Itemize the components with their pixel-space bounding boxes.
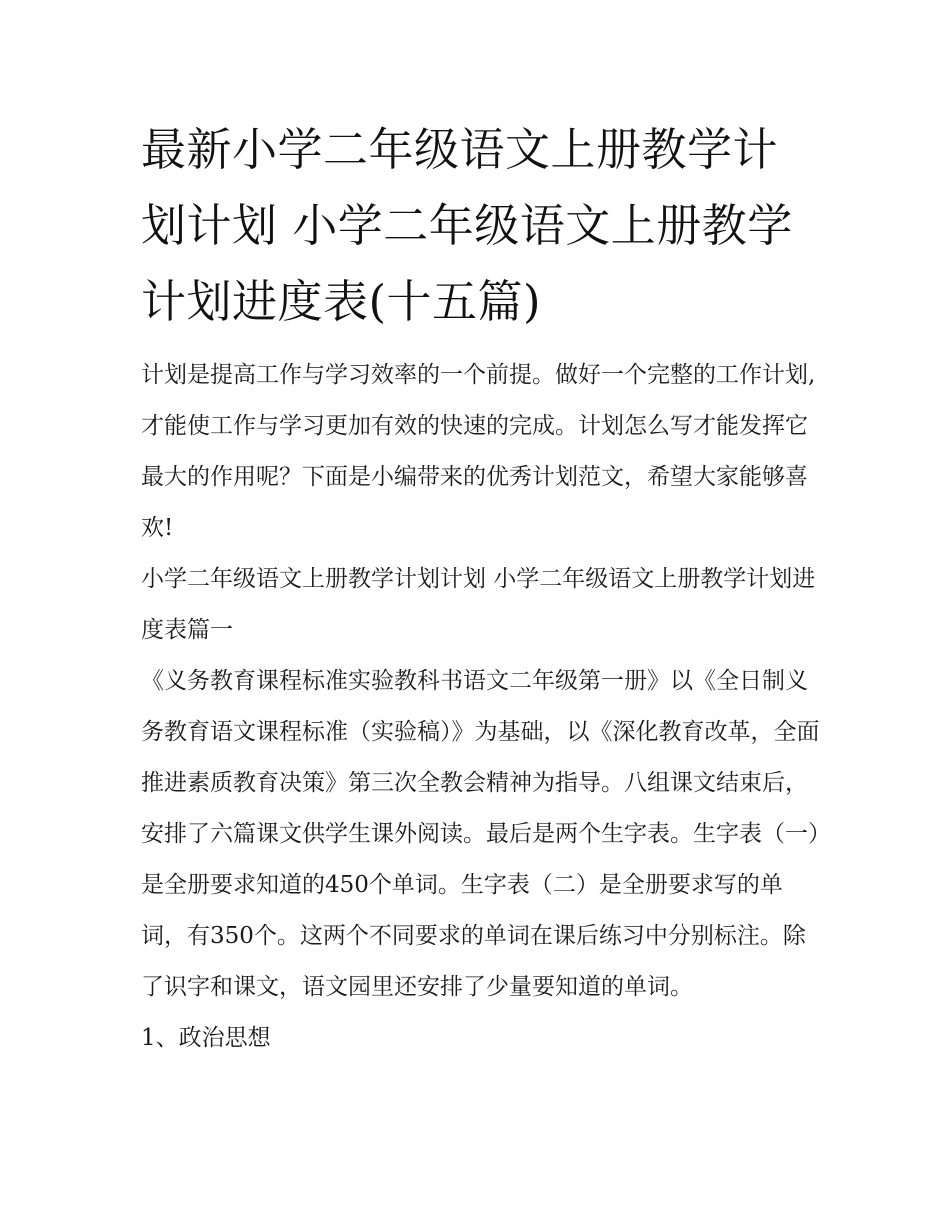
intro-paragraph: 计划是提高工作与学习效率的一个前提。做好一个完整的工作计划,才能使工作与学习更加有效的快速的完成。计划怎么写才能发挥它最大的作用呢？下面是小编带来的优秀计划范文，希望大家能够喜欢! <box>141 362 816 541</box>
subsection-heading: 1、政治思想 <box>141 1025 271 1051</box>
section-heading: 小学二年级语文上册教学计划计划 小学二年级语文上册教学计划进度表篇一 <box>141 566 816 643</box>
document-page <box>141 112 821 1064</box>
body-paragraph: 《义务教育课程标准实验教科书语文二年级第一册》以《全日制义务教育语文课程标准（实验稿）》为基础，以《深化教育改革，全面推进素质教育决策》第三次全教会精神为指导。八组课文结束后，安排了六篇课文供学生课外阅读。最后是两个生字表。生字表（一）是全册要求知道的450个单词。生字表（二）是全册要求写的单词，有350个。这两个不同要求的单词在课后练习中分别标注。除了识字和课文，语文园里还安排了少量要知道的单词。 <box>141 668 820 1000</box>
document-body <box>141 350 821 1064</box>
document-title: 最新小学二年级语文上册教学计划计划 小学二年级语文上册教学计划进度表(十五篇) <box>141 123 793 328</box>
